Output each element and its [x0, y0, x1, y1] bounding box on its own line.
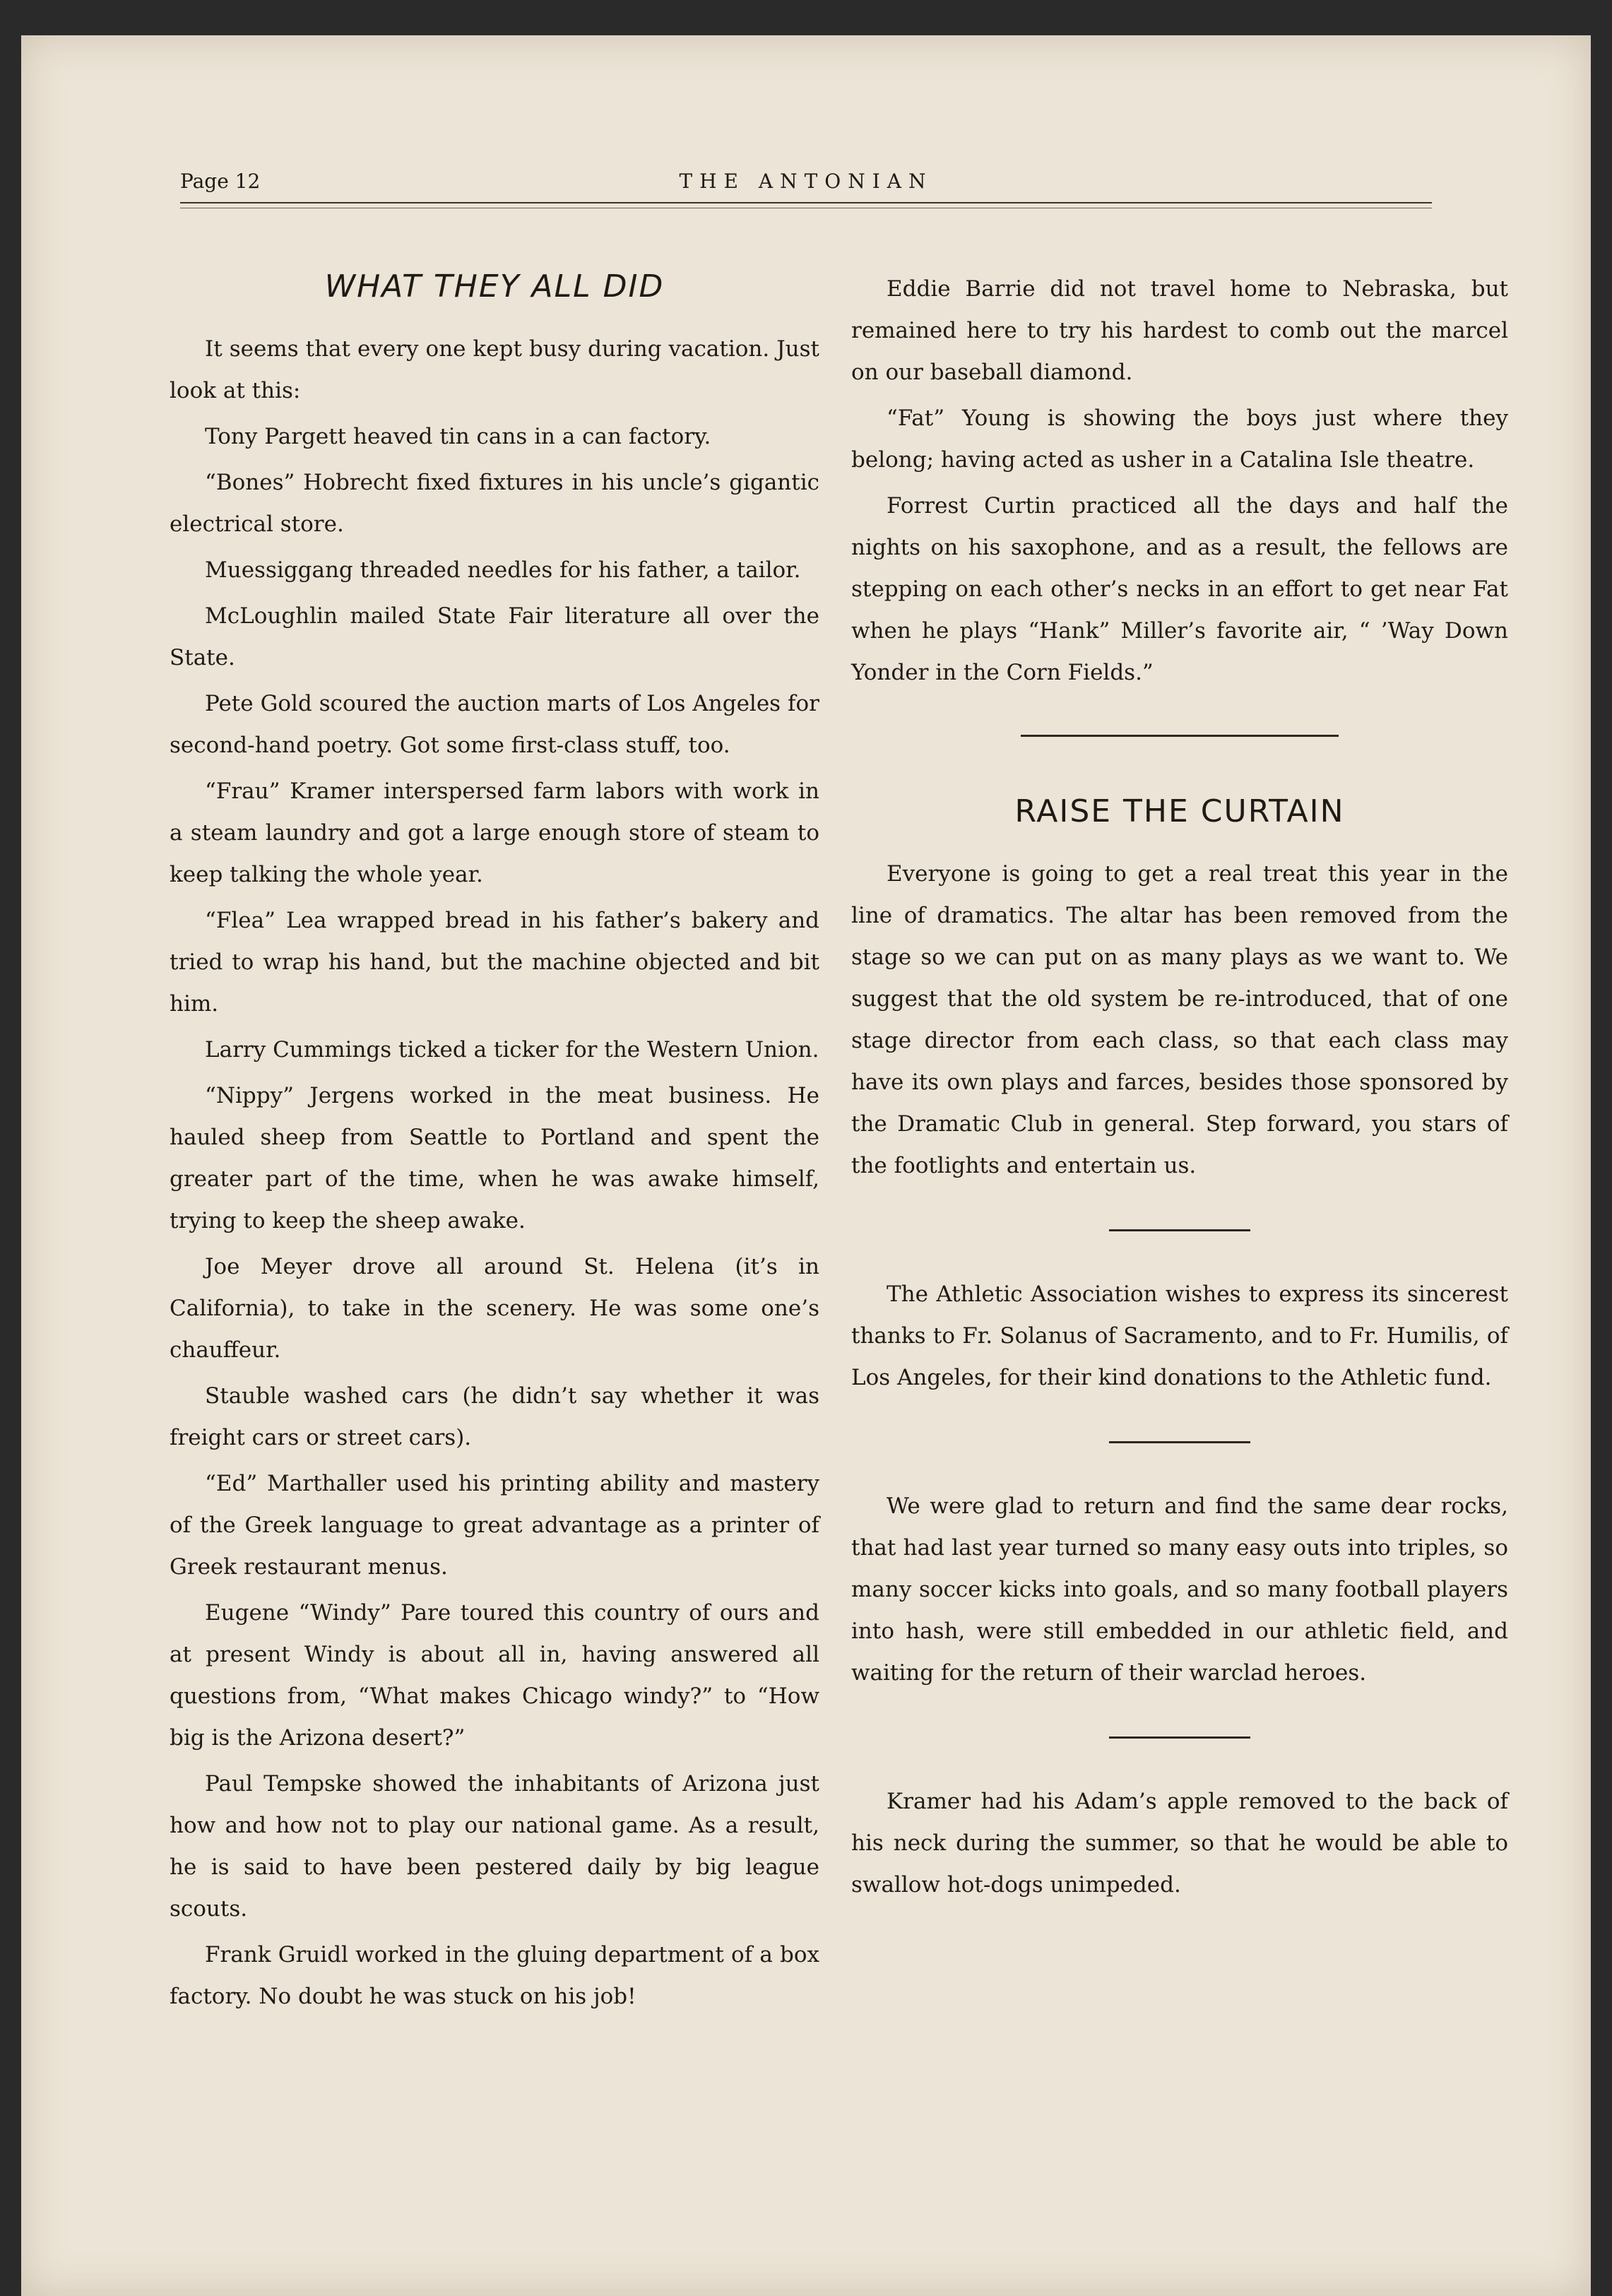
short-divider — [1109, 1229, 1250, 1231]
paragraph: “Fat” Young is showing the boys just where they belong; having acted as usher in a Catalina Isle theatre. — [851, 406, 1508, 473]
paragraph: Frank Gruidl worked in the gluing department of a box factory. No doubt he was stuck on his job! — [170, 1942, 819, 2009]
page-header — [180, 170, 1432, 212]
short-divider — [1109, 1441, 1250, 1443]
header-rule — [180, 202, 1432, 203]
magazine-page — [21, 35, 1591, 2296]
paragraph: Pete Gold scoured the auction marts of Los Angeles for second-hand poetry. Got some first-class stuff, too. — [170, 691, 819, 758]
masthead: THE ANTONIAN — [679, 170, 933, 193]
paragraph: “Ed” Marthaller used his printing ability and mastery of the Greek language to great advantage as a printer of Greek restaurant menus. — [170, 1471, 819, 1580]
paragraph: Kramer had his Adam’s apple removed to the back of his neck during the summer, so that he would be able to swallow hot-dogs unimpeded. — [851, 1789, 1508, 1898]
short-divider — [1109, 1736, 1250, 1739]
paragraph: McLoughlin mailed State Fair literature all over the State. — [170, 603, 819, 670]
section-divider — [1021, 735, 1339, 737]
paragraph: “Flea” Lea wrapped bread in his father’s bakery and tried to wrap his hand, but the machine objected and bit him. — [170, 908, 819, 1017]
paragraph: Everyone is going to get a real treat this year in the line of dramatics. The altar has been removed from the stage so we can put on as many plays as we want to. We suggest that the old system be re-introduced, that of one stage director from each class, so that each class may have its own plays and farces, besides those sponsored by the Dramatic Club in general. Step forward, you stars of the footlights and entertain us. — [851, 861, 1508, 1178]
paragraph: We were glad to return and find the same dear rocks, that had last year turned so many easy outs into triples, so many soccer kicks into goals, and so many football players into hash, were still embedded in our athletic field, and waiting for the return of their warclad heroes. — [851, 1493, 1508, 1686]
paragraph: Eugene “Windy” Pare toured this country of ours and at present Windy is about all in, having answered all questions from, “What makes Chicago windy?” to “How big is the Arizona desert?” — [170, 1600, 819, 1751]
paragraph: Tony Pargett heaved tin cans in a can factory. — [205, 424, 711, 449]
paragraph: Eddie Barrie did not travel home to Nebraska, but remained here to try his hardest to comb out the marcel on our baseball diamond. — [851, 276, 1508, 385]
section-title: RAISE THE CURTAIN — [1014, 793, 1345, 829]
paragraph: Stauble washed cars (he didn’t say whether it was freight cars or street cars). — [170, 1383, 819, 1450]
paragraph: “Nippy” Jergens worked in the meat business. He hauled sheep from Seattle to Portland and spent the greater part of the time, when he was awake himself, trying to keep the sheep awake. — [170, 1083, 819, 1233]
paragraph: The Athletic Association wishes to express its sincerest thanks to Fr. Solanus of Sacramento, and to Fr. Humilis, of Los Angeles, for their kind donations to the Athletic fund. — [851, 1282, 1508, 1390]
paragraph: “Frau” Kramer interspersed farm labors with work in a steam laundry and got a large enough store of steam to keep talking the whole year. — [170, 779, 819, 887]
paragraph: It seems that every one kept busy during vacation. Just look at this: — [170, 336, 819, 403]
paragraph: “Bones” Hobrecht fixed fixtures in his uncle’s gigantic electrical store. — [170, 470, 819, 537]
page-number: Page 12 — [180, 170, 261, 193]
left-column — [170, 268, 819, 2022]
right-column — [851, 268, 1508, 1910]
article-title: WHAT THEY ALL DID — [324, 268, 665, 304]
paragraph: Forrest Curtin practiced all the days and half the nights on his saxophone, and as a result, the fellows are stepping on each other’s necks in an effort to get near Fat when he plays “Hank” Miller’s favorite air, “ ’Way Down Yonder in the Corn Fields.” — [851, 493, 1508, 685]
paragraph: Larry Cummings ticked a ticker for the Western Union. — [205, 1037, 819, 1063]
paragraph: Paul Tempske showed the inhabitants of Arizona just how and how not to play our national game. As a result, he is said to have been pestered daily by big league scouts. — [170, 1771, 819, 1922]
paragraph: Muessiggang threaded needles for his father, a tailor. — [205, 557, 801, 583]
paragraph: Joe Meyer drove all around St. Helena (it’s in California), to take in the scenery. He was some one’s chauffeur. — [170, 1254, 819, 1363]
